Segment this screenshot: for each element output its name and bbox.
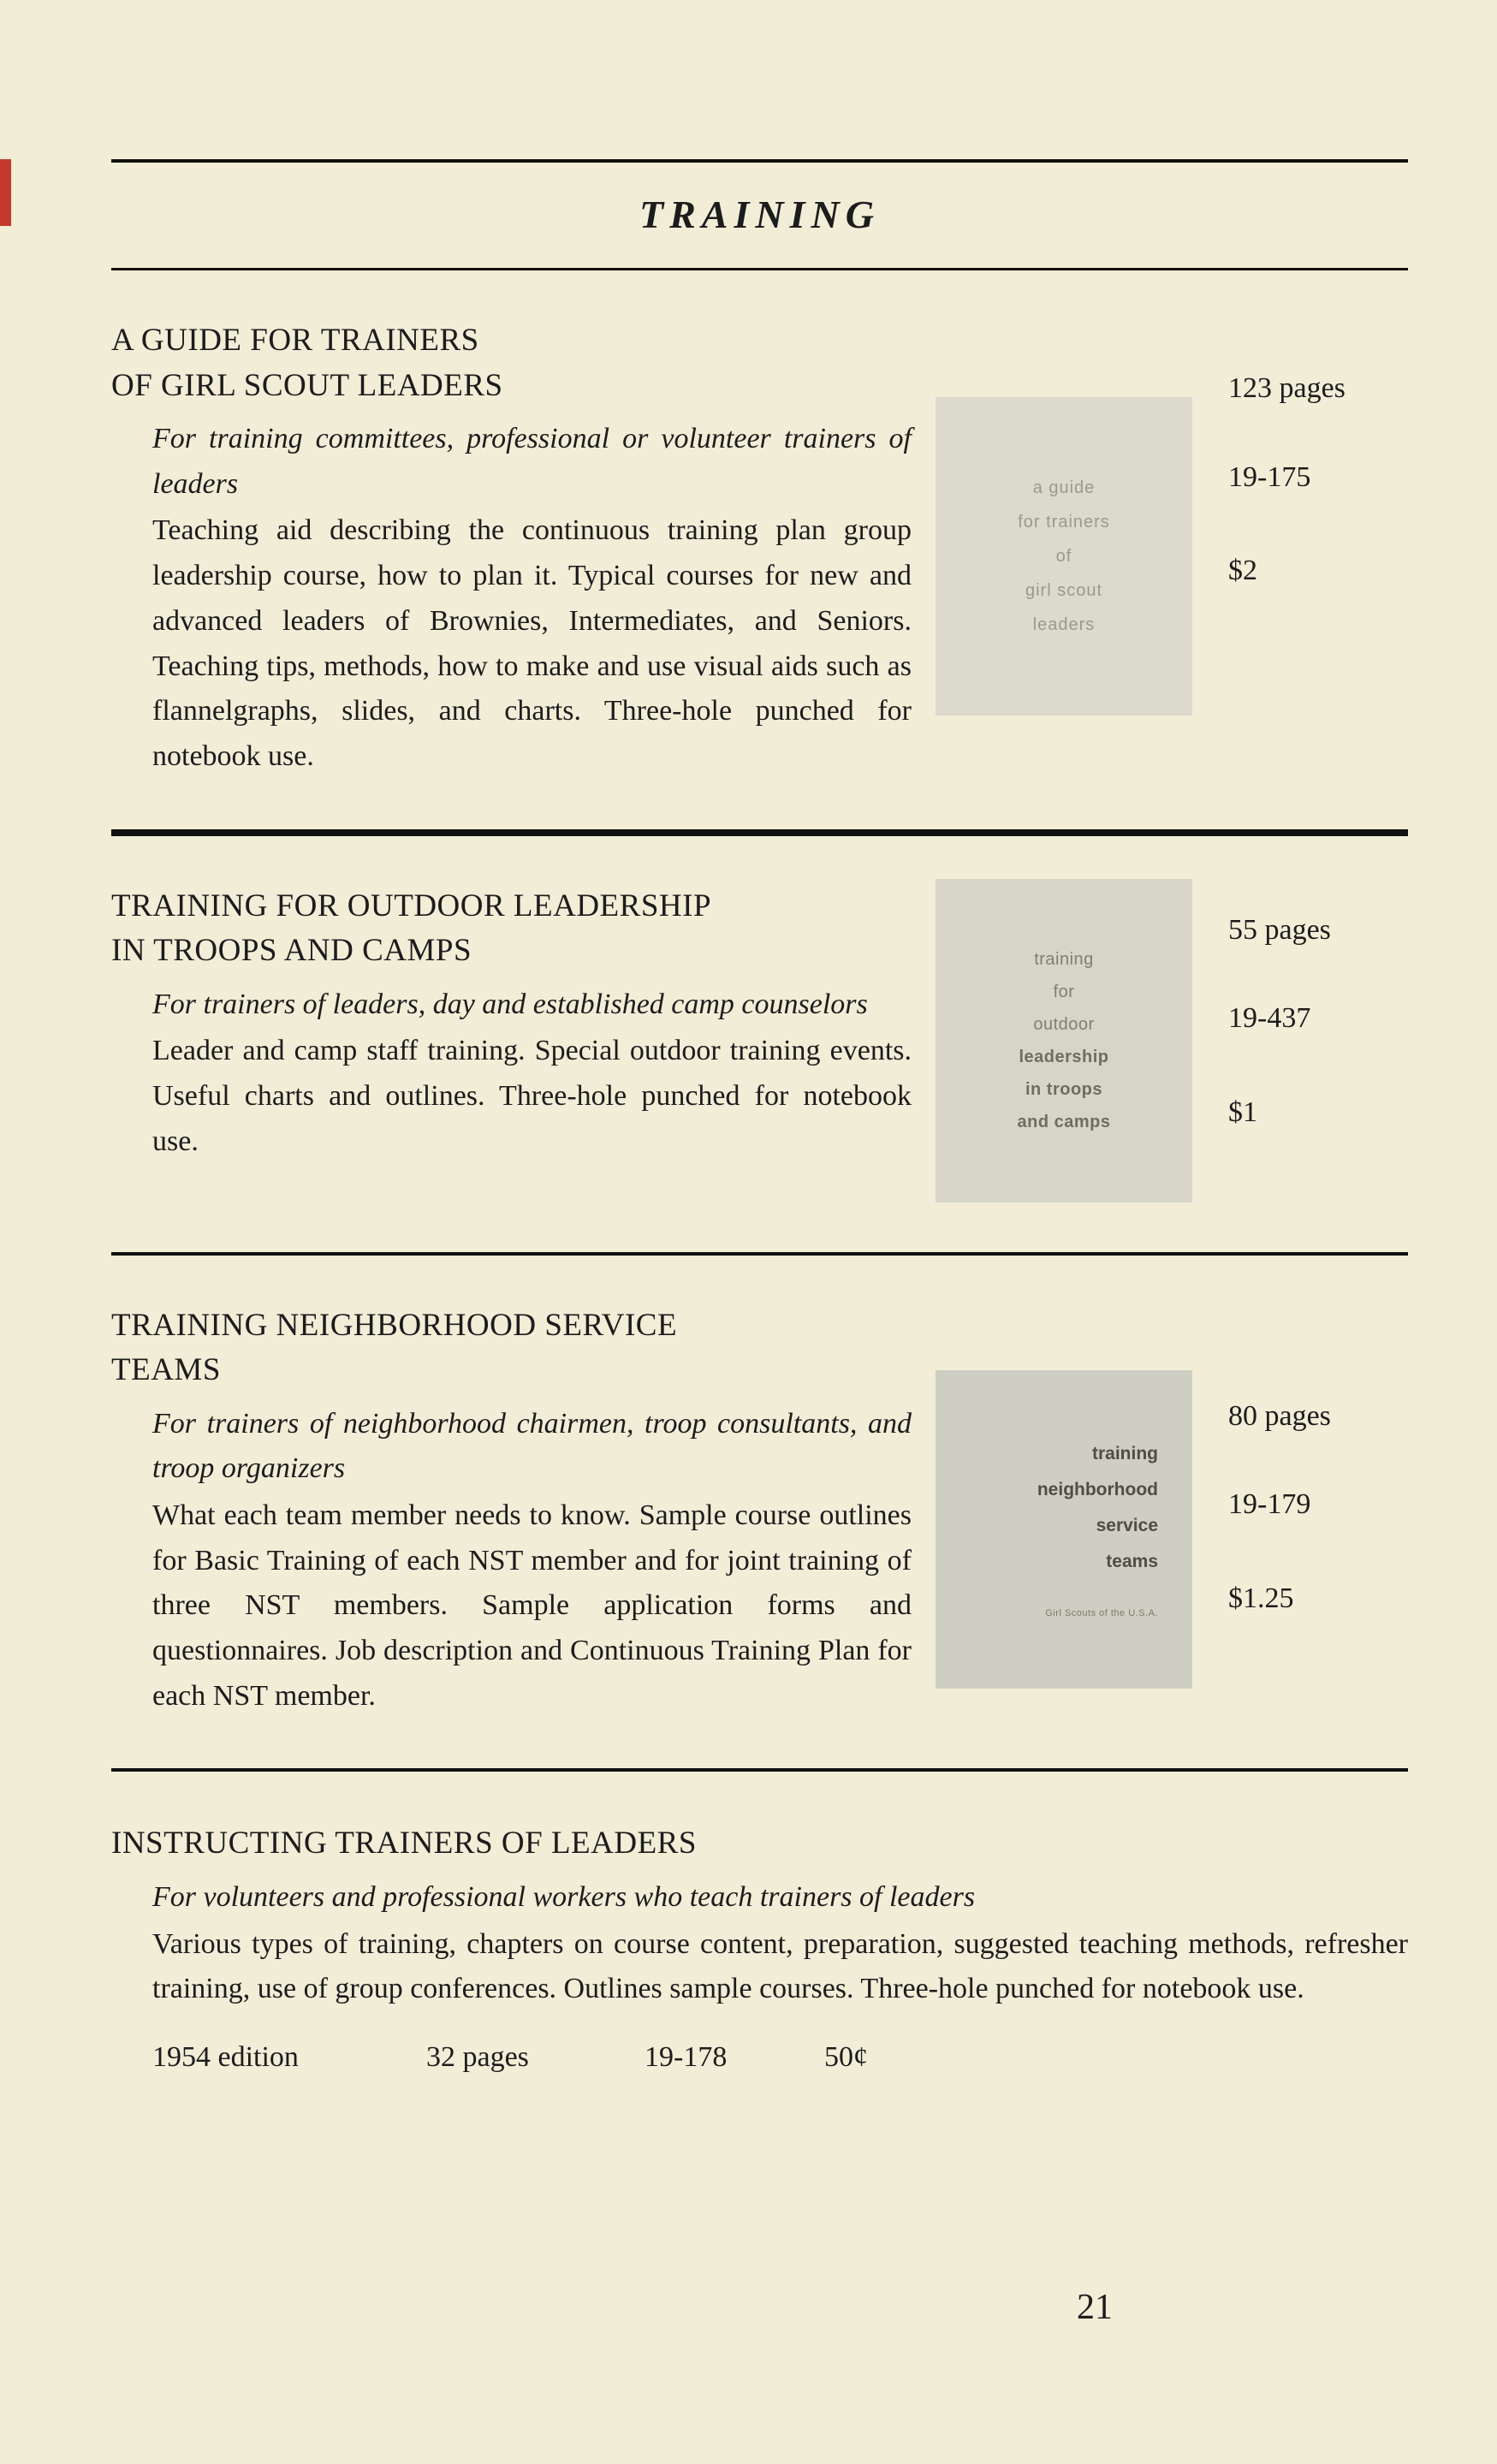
section-divider (111, 829, 1408, 836)
catalog-number: 19-178 (645, 2041, 728, 2074)
entry-meta-column (1228, 884, 1331, 1133)
cover-title-line: and camps (1017, 1112, 1111, 1131)
entry-heading (111, 884, 912, 974)
cover-title-line: in troops (1025, 1079, 1103, 1099)
entry-description: Teaching aid describing the continuous training plan group leadership course, how to plan it. Typical courses for new and advanced leaders of Brownies, Intermediates, and Seniors. Teaching tips, methods, how to make and use visual aids such as flannelgraphs, slides, and charts. Three-hole punched for notebook use. (152, 514, 912, 772)
cover-title-line: service (1096, 1515, 1158, 1535)
section-divider (111, 1768, 1408, 1772)
entry-heading-line: TRAINING FOR OUTDOOR LEADERSHIP (111, 888, 712, 923)
title-underline-rule (111, 268, 1408, 270)
entry-text-column (111, 1303, 912, 1719)
page-count: 32 pages (426, 2041, 529, 2074)
page-title: TRAINING (639, 193, 880, 236)
catalog-entry (111, 1821, 1408, 2074)
entry-edition-row (152, 2041, 1408, 2074)
entry-heading: INSTRUCTING TRAINERS OF LEADERS (111, 1826, 697, 1861)
cover-title-line: a guide (1032, 478, 1096, 497)
cover-title-line: training (1092, 1443, 1158, 1464)
cover-title-line: for trainers (1018, 513, 1110, 531)
catalog-entry (111, 1303, 1408, 1719)
section-divider (111, 1252, 1408, 1256)
cover-title-line: neighborhood (1037, 1479, 1158, 1499)
entry-heading-line: TEAMS (111, 1352, 221, 1388)
catalog-entry (111, 318, 1408, 780)
entry-heading-line: OF GIRL SCOUT LEADERS (111, 367, 503, 403)
entry-meta-column (1228, 1303, 1331, 1619)
scan-edge-red-mark (0, 159, 11, 226)
entry-heading (111, 318, 912, 408)
catalog-number: 19-179 (1228, 1488, 1311, 1521)
cover-title-line: of (1055, 547, 1072, 566)
book-cover-thumbnail (936, 1370, 1192, 1689)
book-cover-thumbnail (936, 879, 1192, 1202)
cover-title-line: for (1053, 982, 1075, 1001)
cover-publisher-line: Girl Scouts of the U.S.A. (1045, 1607, 1158, 1618)
entry-audience: For volunteers and professional workers who teach trainers of leaders (152, 1880, 976, 1913)
entry-audience: For trainers of neighborhood chairmen, troop consultants, and troop organizers (152, 1407, 912, 1485)
catalog-number: 19-175 (1228, 460, 1311, 493)
cover-title-line: training (1034, 949, 1094, 969)
entry-description: What each team member needs to know. Sample course outlines for Basic Training of each NST member and for joint training of three NST members. Sample application forms and questionnaires. Job description and Continuous Training Plan for each NST member. (152, 1499, 912, 1712)
price: $1 (1228, 1095, 1257, 1128)
entry-heading-line: TRAINING NEIGHBORHOOD SERVICE (111, 1307, 678, 1343)
price: $1.25 (1228, 1582, 1294, 1614)
page-count: 123 pages (1228, 372, 1346, 404)
entry-audience: For training committees, professional or volunteer trainers of leaders (152, 423, 912, 500)
page-count: 80 pages (1228, 1399, 1331, 1432)
entry-heading (111, 1303, 912, 1393)
cover-title-line: leadership (1019, 1047, 1109, 1066)
cover-title-line: leaders (1032, 615, 1096, 634)
entry-meta-column (1228, 318, 1346, 591)
catalog-entry (111, 884, 1408, 1202)
price: 50¢ (824, 2041, 868, 2074)
page-count: 55 pages (1228, 913, 1331, 946)
page-number: 21 (1077, 2288, 1113, 2327)
entry-text-column (111, 318, 912, 780)
catalog-number: 19-437 (1228, 1002, 1311, 1035)
edition: 1954 edition (152, 2041, 299, 2074)
entry-heading-line: A GUIDE FOR TRAINERS (111, 323, 479, 358)
entry-audience: For trainers of leaders, day and established camp counselors (152, 988, 868, 1020)
catalog-page (0, 159, 1497, 2074)
entry-heading-line: IN TROOPS AND CAMPS (111, 933, 472, 969)
book-cover-thumbnail (936, 397, 1192, 715)
cover-title-line: girl scout (1025, 581, 1103, 600)
entry-description: Various types of training, chapters on course content, preparation, suggested teaching methods, refresher training, use of group conferences. Outlines sample courses. Three-hole punched for notebook use. (152, 1927, 1408, 2005)
entry-text-column (111, 884, 912, 1165)
price: $2 (1228, 555, 1257, 587)
cover-title-line: teams (1106, 1551, 1158, 1571)
entry-description: Leader and camp staff training. Special outdoor training events. Useful charts and outlines. Three-hole punched for notebook use. (152, 1035, 912, 1157)
cover-title-line: outdoor (1033, 1014, 1095, 1034)
